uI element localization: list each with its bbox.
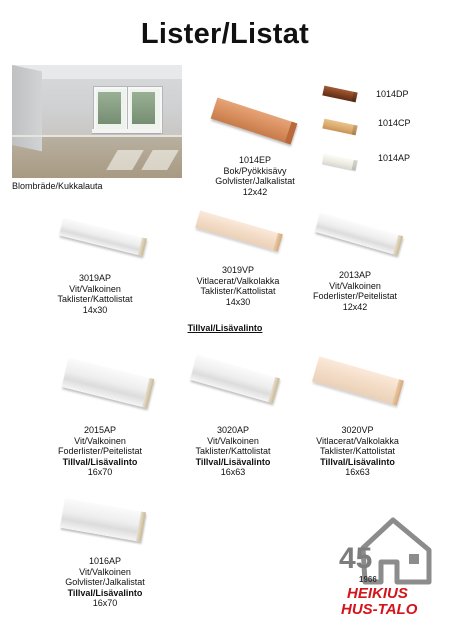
product-3019VP-caption: 3019VP Vitlacerat/Valkolakka Taklister/Kattolistat 14x30: [196, 265, 280, 307]
logo-since: 1966: [359, 575, 377, 584]
product-2013AP-caption: 2013AP Vit/Valkoinen Foderlister/Peitelistat 12x42: [312, 270, 398, 312]
product-1014DP-code: 1014DP: [376, 89, 409, 99]
moulding-3020AP-image: [190, 355, 280, 404]
moulding-3019VP-image: [195, 210, 283, 251]
moulding-3020VP-image: [312, 356, 404, 405]
product-2015AP-caption: 2015AP Vit/Valkoinen Foderlister/Peitelistat Tillval/Lisävalinto 16x70: [57, 425, 143, 477]
house-logo-icon: [335, 510, 435, 620]
photo-caption: Blombräde/Kukkalauta: [12, 181, 103, 191]
logo-years: 45: [339, 542, 373, 575]
moulding-2013AP-image: [315, 213, 403, 256]
product-3020VP-caption: 3020VP Vitlacerat/Valkolakka Taklister/Kattolistat Tillval/Lisävalinto 16x63: [316, 425, 399, 477]
room-photo: [12, 65, 182, 178]
logo-brand-line2: HUS-TALO: [341, 601, 418, 618]
moulding-1014AP-image: [322, 154, 357, 171]
moulding-1016AP-image: [60, 498, 146, 542]
page-title: Lister/Listat: [140, 18, 310, 50]
product-3019AP-caption: 3019AP Vit/Valkoinen Taklister/Kattolistat 14x30: [57, 273, 133, 315]
moulding-1014DP-image: [322, 86, 357, 103]
moulding-1014CP-image: [322, 119, 357, 136]
product-1014EP-caption: 1014EP Bok/Pyökkisävy Golvlister/Jalkalistat 12x42: [215, 155, 295, 197]
product-1014AP-code: 1014AP: [378, 153, 411, 163]
moulding-3019AP-image: [59, 218, 147, 256]
product-1016AP-caption: 1016AP Vit/Valkoinen Golvlister/Jalkalistat Tillval/Lisävalinto 16x70: [65, 556, 145, 608]
moulding-1014EP-image: [211, 98, 298, 145]
heikius-logo: [335, 510, 435, 620]
section-label-option: Tillval/Lisävalinto: [187, 323, 263, 333]
logo-brand-line1: HEIKIUS: [347, 585, 408, 602]
product-3020AP-caption: 3020AP Vit/Valkoinen Taklister/Kattolistat Tillval/Lisävalinto 16x63: [195, 425, 271, 477]
moulding-2015AP-image: [62, 358, 155, 408]
product-1014CP-code: 1014CP: [378, 118, 411, 128]
